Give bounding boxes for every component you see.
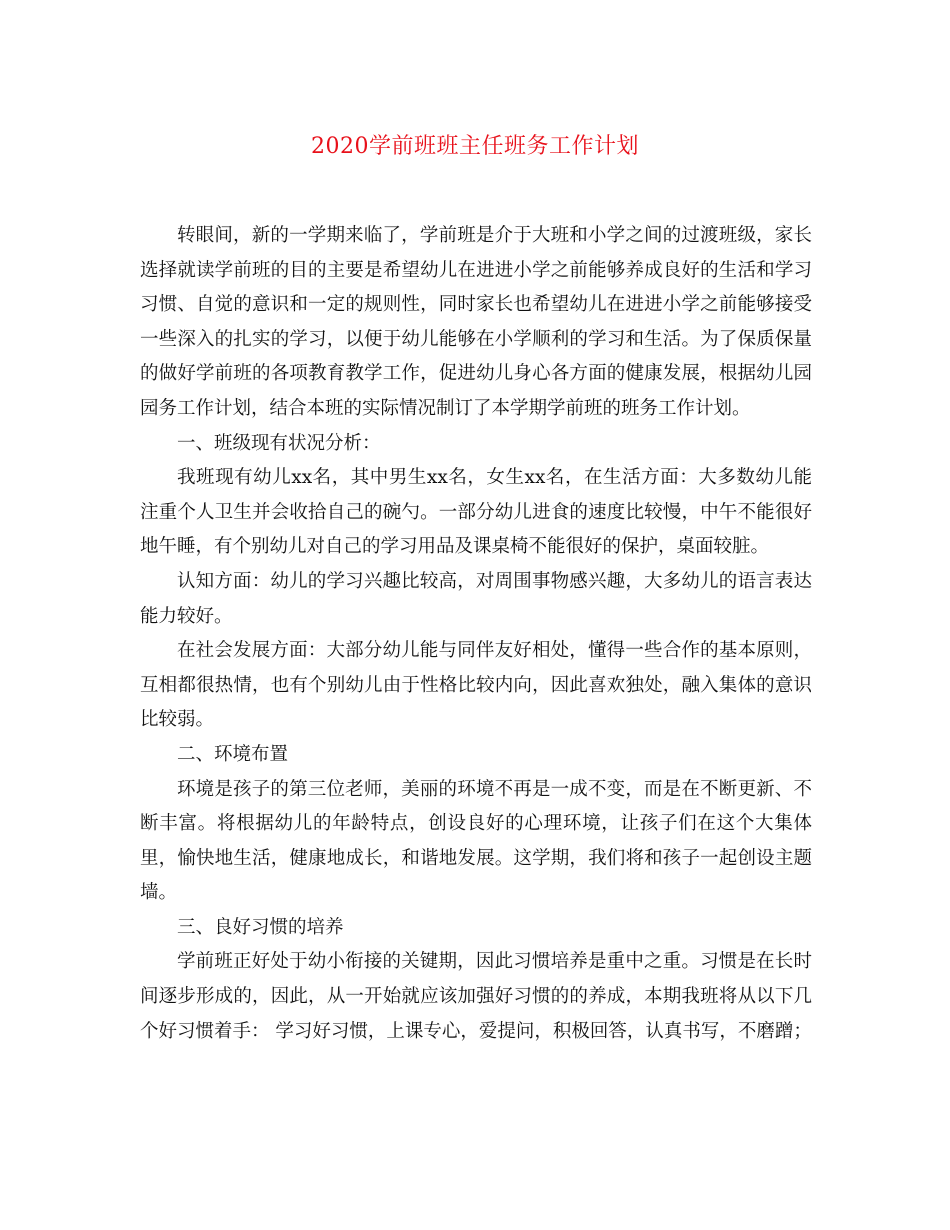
paragraph-intro: 转眼间，新的一学期来临了，学前班是介于大班和小学之间的过渡班级，家长选择就读学前班的目的主要是希望幼儿在进进小学之前能够养成良好的生活和学习习惯、自觉的意识和一定的规则性，同时家长也希望幼儿在进进小学之前能够接受一些深入的扎实的学习，以便于幼儿能够在小学顺利的学习和生活。为了保质保量的做好学前班的各项教育教学工作，促进幼儿身心各方面的健康发展，根据幼儿园园务工作计划，结合本班的实际情况制订了本学期学前班的班务工作计划。 xyxy=(140,225,812,419)
section-heading-class-analysis: 一、班级现有状况分析： xyxy=(177,432,381,454)
document-title: 2020学前班班主任班务工作计划 xyxy=(311,134,639,159)
paragraph-life-aspect: 我班现有幼儿xx名，其中男生xx名，女生xx名，在生活方面：大多数幼儿能注重个人卫生并会收拾自己的碗勺。一部分幼儿进食的速度比较慢，中午不能很好地午睡，有个别幼儿对自己的学习用品及课桌椅不能很好的保护，桌面较脏。 xyxy=(140,467,812,558)
section-heading-environment: 二、环境布置 xyxy=(177,743,289,765)
document-body xyxy=(140,219,812,1049)
paragraph-environment: 环境是孩子的第三位老师，美丽的环境不再是一成不变，而是在不断更新、不断丰富。将根据幼儿的年龄特点，创设良好的心理环境，让孩子们在这个大集体里，愉快地生活，健康地成长，和谐地发展。这学期，我们将和孩子一起创设主题墙。 xyxy=(140,778,812,904)
paragraph-social-development: 在社会发展方面：大部分幼儿能与同伴友好相处，懂得一些合作的基本原则，互相都很热情，也有个别幼儿由于性格比较内向，因此喜欢独处，融入集体的意识比较弱。 xyxy=(140,640,812,731)
paragraph-habits: 学前班正好处于幼小衔接的关键期，因此习惯培养是重中之重。习惯是在长时间逐步形成的，因此，从一开始就应该加强好习惯的的养成，本期我班将从以下几个好习惯着手： 学习好习惯，上课专心，爱提问，积极回答，认真书写，不磨蹭； xyxy=(140,951,812,1042)
paragraph-cognition: 认知方面：幼儿的学习兴趣比较高，对周围事物感兴趣，大多幼儿的语言表达能力较好。 xyxy=(140,570,812,627)
section-heading-habits: 三、良好习惯的培养 xyxy=(177,916,344,938)
